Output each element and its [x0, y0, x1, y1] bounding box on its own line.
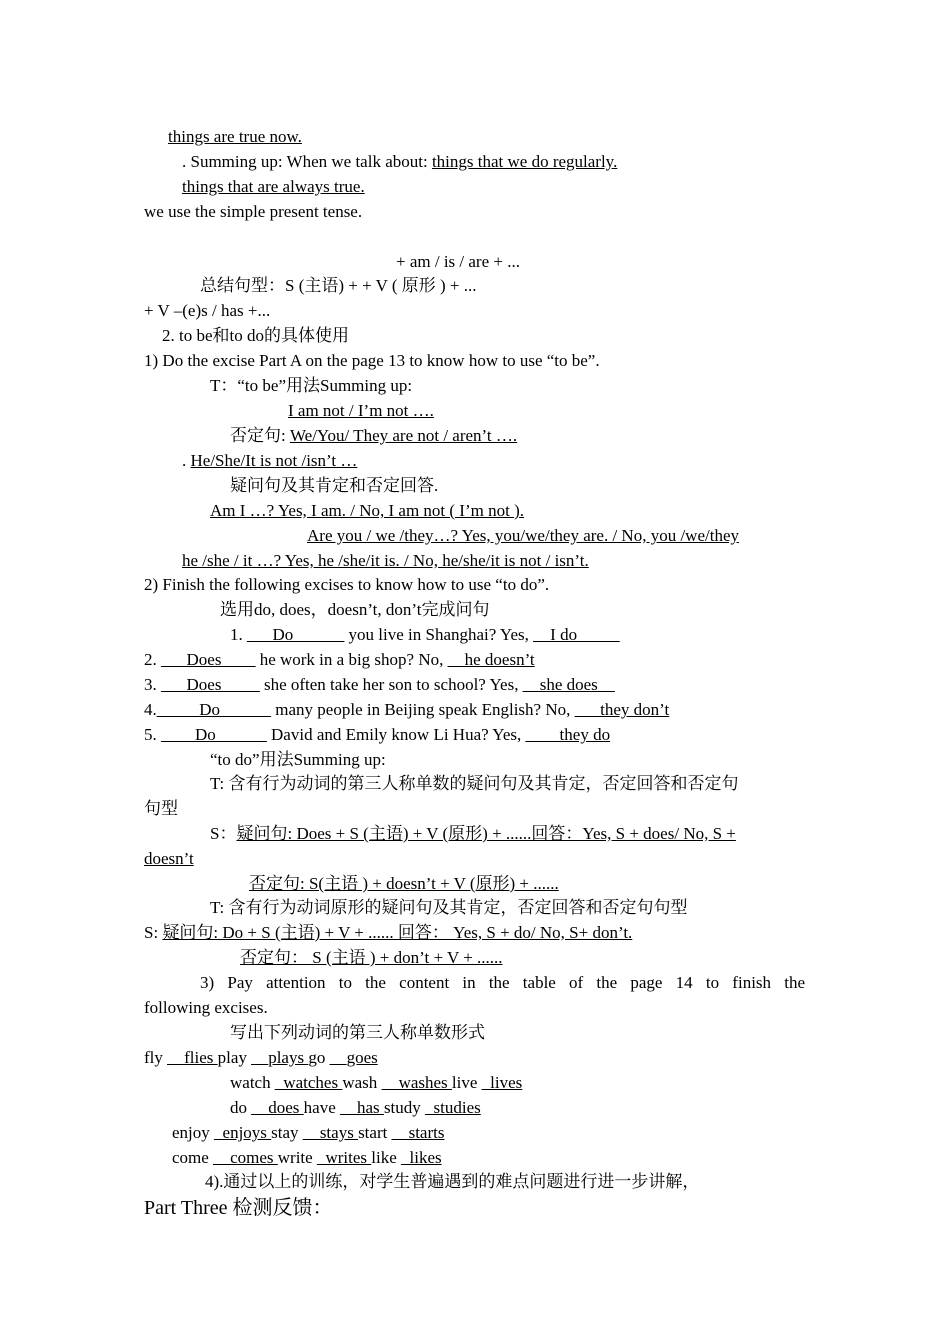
line-9: 1) Do the excise Part A on the page 13 to know how to use “to be”. — [144, 351, 600, 370]
line-6: 总结句型：S (主语) + + V ( 原形 ) + ... — [200, 276, 477, 295]
line-16: Are you / we /they…? Yes, you/we/they are. / No, you /we/they — [307, 526, 739, 545]
line-1: things are true now. — [168, 127, 302, 146]
line-33: doesn’t — [144, 849, 194, 868]
line-11: I am not / I’m not …. — [288, 401, 434, 420]
line-30: T: 含有行为动词的第三人称单数的疑问句及其肯定，否定回答和否定句 — [210, 774, 739, 793]
line-46: 4).通过以上的训练，对学生普遍遇到的难点问题进行进一步讲解， — [205, 1172, 700, 1191]
line-35: T: 含有行为动词原形的疑问句及其肯定，否定回答和否定句句型 — [210, 898, 688, 917]
line-13: . He/She/It is not /isn’t … — [182, 451, 358, 470]
line-5: + am / is / are + ... — [396, 252, 520, 271]
exercise-3: 3. ___Does ____ she often take her son to school? Yes, __she does__ — [144, 675, 615, 694]
line-12: 否定句: We/You/ They are not / aren’t …. — [230, 426, 518, 445]
exercise-5: 5. ____Do______ David and Emily know Li Hua? Yes, ____they do — [144, 725, 611, 744]
verb-row-1: fly __flies play __plays go __goes — [144, 1048, 378, 1067]
line-34: 否定句: S(主语 ) + doesn’t + V (原形) + ...... — [249, 874, 559, 893]
line-31: 句型 — [144, 799, 178, 818]
line-15: Am I …? Yes, I am. / No, I am not ( I’m not ). — [210, 501, 524, 520]
exercise-4: 4._____Do______ many people in Beijing speak English? No, ___they don’t — [144, 700, 670, 719]
part-three-heading: Part Three 检测反馈： — [144, 1197, 333, 1219]
line-7: + V –(e)s / has +... — [144, 301, 271, 320]
line-32: S：疑问句: Does + S (主语) + V (原形) + ......回答：Yes, S + does/ No, S + — [210, 824, 736, 843]
verb-row-2: watch _watches wash __washes live _lives — [230, 1073, 523, 1092]
line-14: 疑问句及其肯定和否定回答. — [230, 476, 439, 495]
line-3: things that are always true. — [182, 177, 365, 196]
line-4: we use the simple present tense. — [144, 202, 363, 221]
line-10: T：“to be”用法Summing up: — [210, 376, 413, 395]
line-38: 3) Pay attention to the content in the table of the page 14 to finish the — [200, 973, 805, 992]
line-37: 否定句： S (主语 ) + don’t + V + ...... — [240, 948, 503, 967]
line-39: following excises. — [144, 998, 268, 1017]
section-heading-2: 2. to be和to do的具体使用 — [162, 326, 349, 345]
line-2: . Summing up: When we talk about: things that we do regularly. — [182, 152, 618, 171]
exercise-2: 2. ___Does____ he work in a big shop? No, __he doesn’t — [144, 650, 535, 669]
verb-row-5: come __comes write _writes like _likes — [172, 1148, 442, 1167]
verb-row-3: do __does have __has study _studies — [230, 1098, 481, 1117]
verb-row-4: enjoy _enjoys stay __stays start __starts — [172, 1123, 445, 1142]
line-18: 2) Finish the following excises to know how to use “to do”. — [144, 575, 550, 594]
exercise-1: 1. ___Do______ you live in Shanghai? Yes, __I do_____ — [230, 625, 620, 644]
line-40: 写出下列动词的第三人称单数形式 — [230, 1023, 485, 1042]
line-17: he /she / it …? Yes, he /she/it is. / No, he/she/it is not / isn’t. — [182, 551, 589, 570]
line-19: 选用do, does，doesn’t, don’t完成问句 — [220, 600, 490, 619]
line-36: S: 疑问句: Do + S (主语) + V + ...... 回答： Yes, S + do/ No, S+ don’t. — [144, 923, 633, 942]
line-29: “to do”用法Summing up: — [210, 750, 386, 769]
